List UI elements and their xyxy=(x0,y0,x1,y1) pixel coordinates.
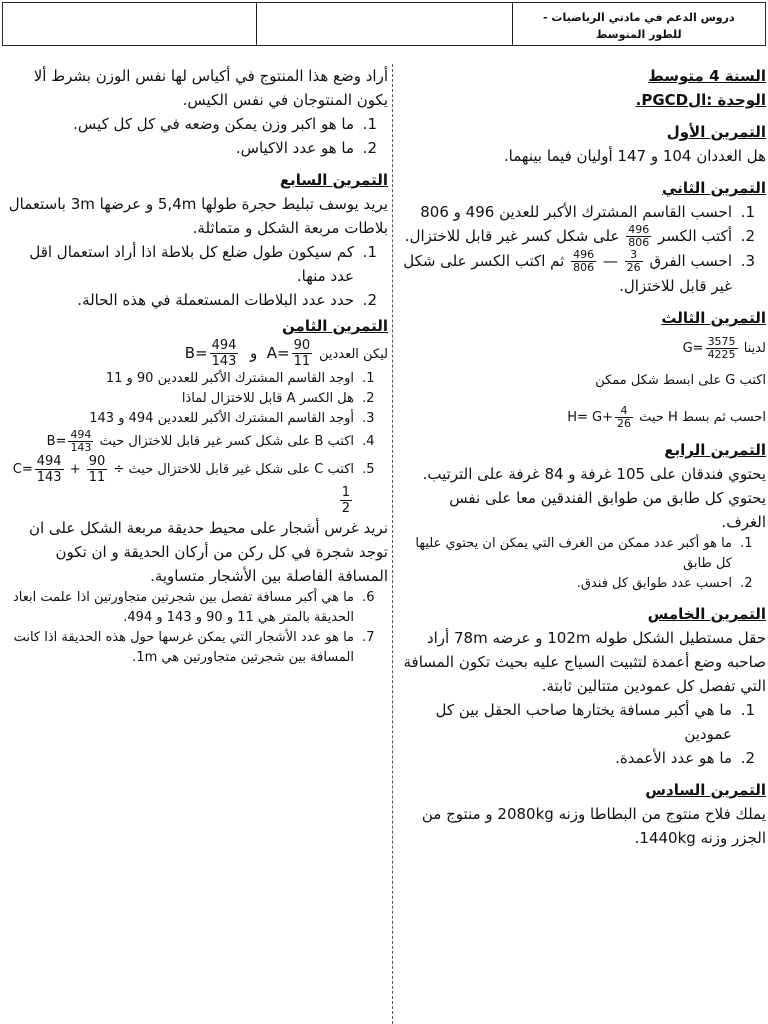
exercise-6-item-2: 2. ما هو عدد الاكياس. xyxy=(4,136,358,160)
exercise-8 xyxy=(4,314,388,668)
exercise-5-item-1: 1. ما هي أكبر مسافة يختارها صاحب الحقل بين كل عمودين xyxy=(400,698,736,746)
exercise-2-item-3 xyxy=(400,249,736,298)
exercise-5 xyxy=(400,602,766,770)
header-cell-left xyxy=(3,3,256,45)
exercise-1 xyxy=(400,120,766,168)
exercise-8-item-3: 3. أوجد القاسم المشترك الأكبر للعددين 494 و 143 xyxy=(4,409,358,429)
exercise-8-item-1: 1. اوجد القاسم المشترك الأكبر للعددين 90 و 11 xyxy=(4,369,358,389)
difference-expression: $\frac{496}{806}$ — $\frac{3}{26}$ xyxy=(573,248,641,274)
exercise-8-item-5: 5. اكتب C على شكل غير قابل للاختزال حيث C= $\frac{494}{143}$ + $\frac{90}{11}$ ÷ $\frac{1}{2}$ xyxy=(4,454,358,516)
exercise-7-item-2: 2. حدد عدد البلاطات المستعملة في هذه الحالة. xyxy=(4,288,358,312)
exercise-8-item-2: 2. هل الكسر A قابل للاختزال لماذا xyxy=(4,389,358,409)
exercise-3 xyxy=(400,306,766,430)
exercise-4-text: يحتوي فندقان على 105 غرفة و 84 غرفة على الترتيب. يحتوي كل طابق من طوابق الفندقين معا على نفس الغرف. xyxy=(422,465,766,531)
exercise-2-title: التمرين الثاني xyxy=(662,179,766,197)
exercise-3-line-1: لدينا G= $\frac{3575}{4225}$ xyxy=(682,335,766,361)
exercise-7-title: التمرين السابع xyxy=(279,171,388,189)
exercise-3-line-3: احسب ثم بسط H حيث H= G+ $\frac{4}{26}$ xyxy=(567,404,766,430)
exercise-8-text-2: نريد غرس أشجار على محيط حديقة مربعة الشكل على ان توجد شجرة في كل ركن من أركان الحديقة و ان تكون المسافة الفاصلة بين الأشجار متساوية. xyxy=(28,519,388,585)
exercise-1-text: هل العددان 104 و 147 أوليان فيما بينهما. xyxy=(503,147,766,165)
exercise-5-item-2: 2. ما هو عدد الأعمدة. xyxy=(400,746,736,770)
exercise-8-intro: ليكن العددين B= $\frac{494}{143}$ و A= $\frac{90}{11}$ xyxy=(184,338,388,369)
grade-title: السنة 4 متوسط xyxy=(648,67,766,85)
exercise-1-title: التمرين الأول xyxy=(666,123,766,141)
exercise-6-item-1: 1. ما هو اكبر وزن يمكن وضعه في كل كل كيس. xyxy=(4,112,358,136)
exercise-6 xyxy=(400,778,766,850)
header-cell-middle xyxy=(256,3,511,45)
exercise-8-item-6: 6. ما هي أكبر مسافة تفصل بين شجرتين متجاورتين اذا علمت ابعاد الحديقة بالمتر هي 11 و 90 و 143 و 494. xyxy=(4,588,358,628)
numbers-definition: B= $\frac{494}{143}$ و A= $\frac{90}{11}$ xyxy=(184,338,311,369)
exercise-6-cont-text: أراد وضع هذا المنتوج في أكياس لها نفس الوزن بشرط ألا يكون المنتوجان في نفس الكيس. xyxy=(33,67,388,109)
exercise-7-text: يريد يوسف تبليط حجرة طولها 5,4m و عرضها 3m باستعمال بلاطات مربعة الشكل و متماثلة. xyxy=(8,195,388,237)
column-divider xyxy=(392,64,393,1024)
exercise-6-title: التمرين السادس xyxy=(645,781,766,799)
ex2-i3-suffix: ثم اكتب الكسر على شكل غير قابل للاختزال. xyxy=(403,252,732,295)
header-cell-title xyxy=(512,3,765,45)
exercise-7 xyxy=(4,168,388,312)
exercise-4 xyxy=(400,438,766,594)
exercise-8-title: التمرين الثامن xyxy=(282,317,388,335)
unit-title: الوحدة :الPGCD. xyxy=(635,91,766,109)
exercise-2 xyxy=(400,176,766,298)
exercise-8-item-4: 4. اكتب B على شكل كسر غير قابل للاختزال حيث B= $\frac{494}{143}$ xyxy=(4,429,358,454)
left-column xyxy=(4,64,388,668)
header-table xyxy=(2,2,766,46)
exercise-4-item-2: 2. احسب عدد طوابق كل فندق. xyxy=(400,574,736,594)
fraction-496-806: $\frac{496}{806}$ xyxy=(628,223,650,249)
exercise-8-item-7: 7. ما هو عدد الأشجار التي يمكن غرسها حول هذه الحديقة اذا كانت المسافة بين شجرتين متجاورتين هي 1m. xyxy=(4,628,358,668)
exercise-6-continued xyxy=(4,64,388,160)
exercise-6-text: يملك فلاح منتوج من البطاطا وزنه 2080kg و منتوج من الجزر وزنه 1440kg. xyxy=(421,805,766,847)
exercise-2-item-2 xyxy=(400,224,736,249)
c-expression: C= $\frac{494}{143}$ + $\frac{90}{11}$ ÷ $\frac{1}{2}$ xyxy=(12,454,350,516)
header-line-1: دروس الدعم في مادتي الرياضيات - xyxy=(543,11,735,24)
exercise-4-item-1: 1. ما هو أكبر عدد ممكن من الغرف التي يمكن ان يحتوي عليها كل طابق xyxy=(400,534,736,574)
ex2-i3-prefix: احسب الفرق xyxy=(649,252,732,270)
ex2-i2-prefix: أكتب الكسر xyxy=(657,227,732,245)
exercise-3-line-2: اكتب G على ابسط شكل ممكن xyxy=(595,373,766,388)
exercise-3-title: التمرين الثالث xyxy=(661,309,766,327)
ex2-i2-suffix: على شكل كسر غير قابل للاختزال. xyxy=(404,227,620,245)
header-line-2: للطور المتوسط xyxy=(596,28,682,41)
exercise-2-item-1: 1. احسب القاسم المشترك الأكبر للعدين 496 و 806 xyxy=(400,200,736,224)
right-column xyxy=(400,64,766,850)
exercise-5-text: حقل مستطيل الشكل طوله 102m و عرضه 78m أراد صاحبه وضع أعمدة لتثبيت السياج عليه بحيث تكون المسافة التي تفصل كل عمودين متتالين ثابتة. xyxy=(403,629,766,695)
exercise-7-item-1: 1. كم سيكون طول ضلع كل بلاطة اذا أراد استعمال اقل عدد منها. xyxy=(4,240,358,288)
exercise-5-title: التمرين الخامس xyxy=(647,605,766,623)
exercise-4-title: التمرين الرابع xyxy=(664,441,766,459)
